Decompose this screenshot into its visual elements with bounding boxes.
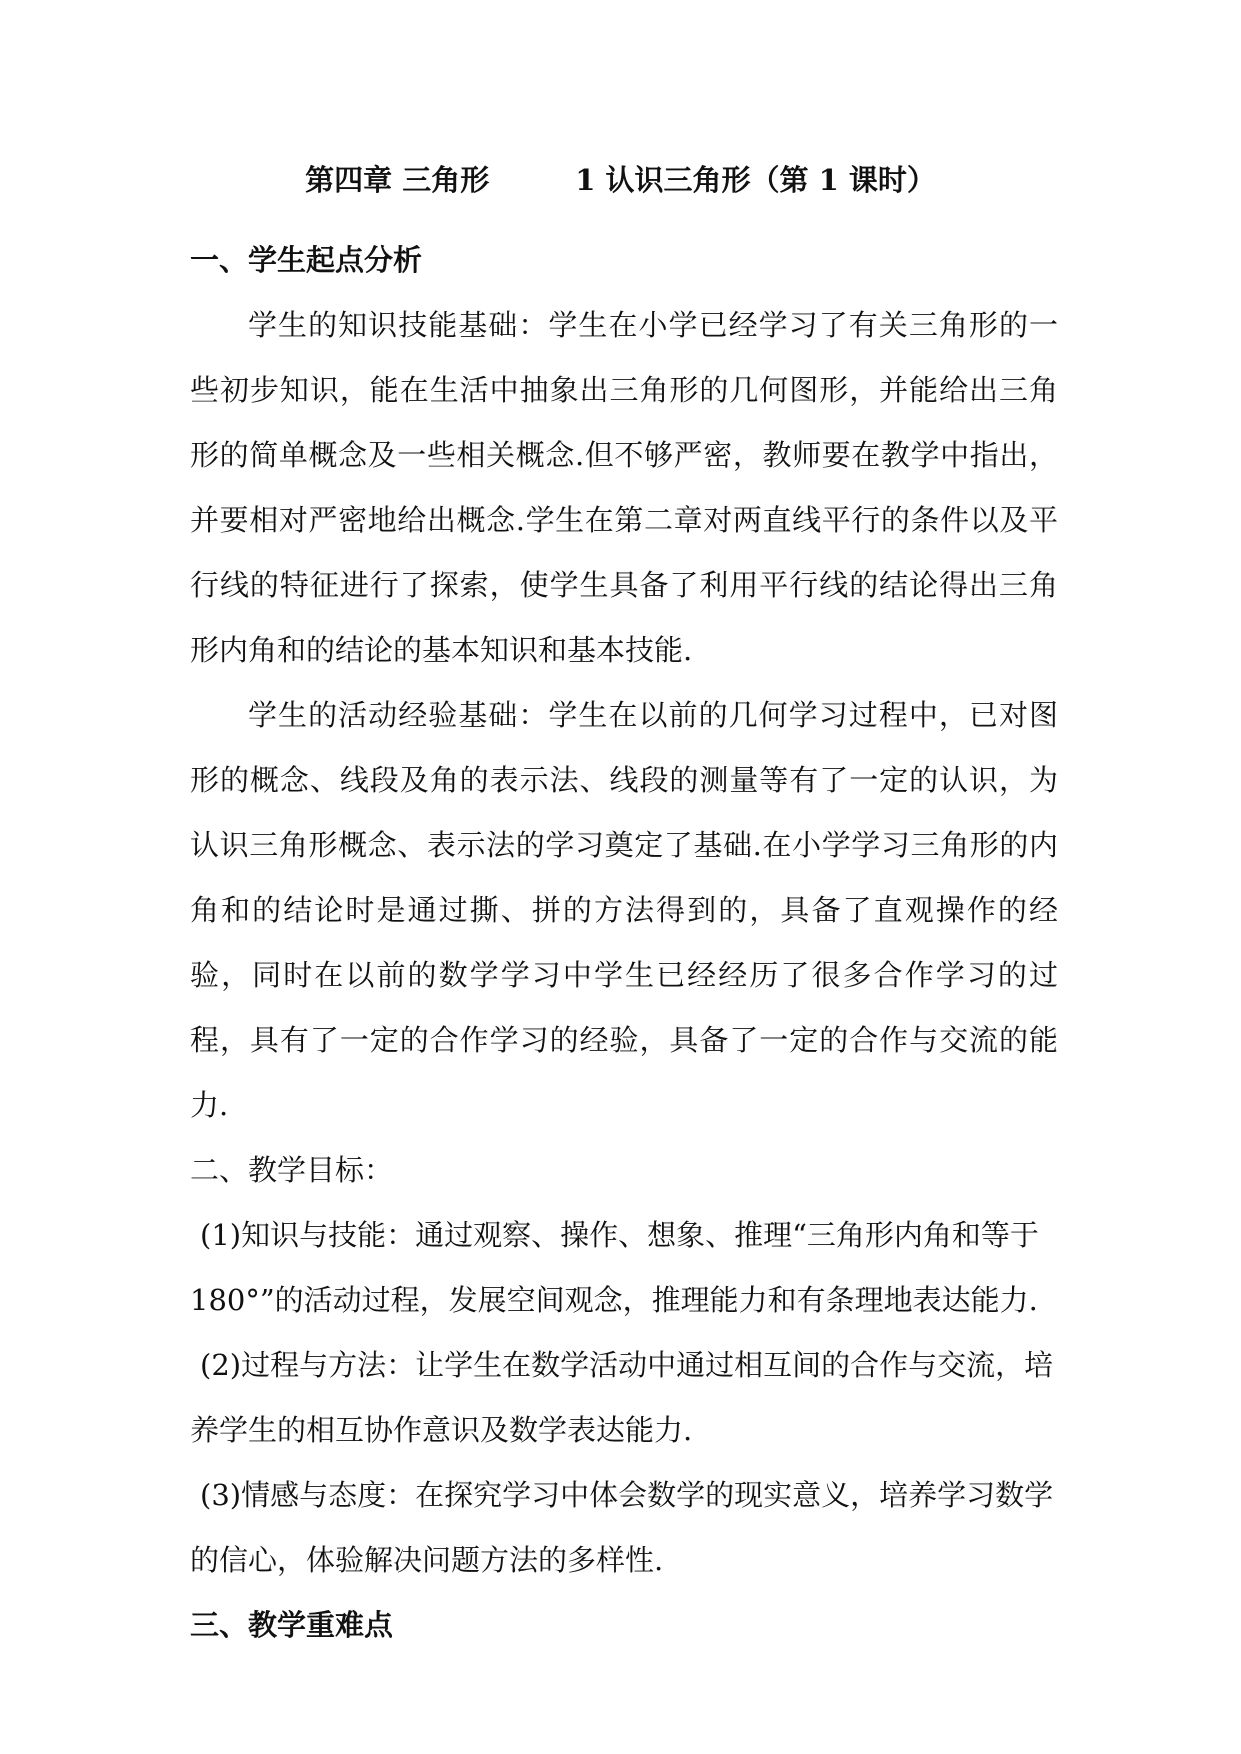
document-body	[190, 228, 1058, 1658]
paragraph-activity-experience: 学生的活动经验基础：学生在以前的几何学习过程中，已对图形的概念、线段及角的表示法、线段的测量等有了一定的认识，为认识三角形概念、表示法的学习奠定了基础.在小学学习三角形的内角和的结论时是通过撕、拼的方法得到的，具备了直观操作的经验，同时在以前的数学学习中学生已经经历了很多合作学习的过程，具有了一定的合作学习的经验，具备了一定的合作与交流的能力.	[190, 698, 1058, 1122]
goal-knowledge-skills	[190, 1203, 1058, 1333]
chapter-title: 第四章 三角形	[305, 163, 490, 197]
goal-emotion-line-1: (3)情感与态度：在探究学习中体会数学的现实意义，培养学习数学	[200, 1478, 1054, 1512]
goal-process-line-2: 养学生的相互协作意识及数学表达能力.	[190, 1413, 693, 1447]
goal-process-method	[190, 1333, 1058, 1463]
goal-emotion-line-2: 的信心，体验解决问题方法的多样性.	[190, 1543, 664, 1577]
document-title	[0, 160, 1241, 200]
lesson-title: 1 认识三角形（第 1 课时）	[575, 163, 936, 197]
goal-process-line-1: (2)过程与方法：让学生在数学活动中通过相互间的合作与交流，培	[200, 1348, 1054, 1382]
paragraph-knowledge-skills: 学生的知识技能基础：学生在小学已经学习了有关三角形的一些初步知识，能在生活中抽象出三角形的几何图形，并能给出三角形的简单概念及一些相关概念.但不够严密，教师要在教学中指出，并要相对严密地给出概念.学生在第二章对两直线平行的条件以及平行线的特征进行了探索，使学生具备了利用平行线的结论得出三角形内角和的结论的基本知识和基本技能.	[190, 308, 1058, 667]
goal-emotion-attitude	[190, 1463, 1058, 1593]
goal-knowledge-line-2: 180°”的活动过程，发展空间观念，推理能力和有条理地表达能力.	[190, 1283, 1038, 1317]
section-heading-teaching-goals: 二、教学目标：	[190, 1153, 394, 1187]
section-heading-key-difficulties: 三、教学重难点	[190, 1608, 394, 1642]
section-heading-student-analysis: 一、学生起点分析	[190, 243, 423, 277]
goal-knowledge-line-1: (1)知识与技能：通过观察、操作、想象、推理“三角形内角和等于	[200, 1218, 1039, 1252]
